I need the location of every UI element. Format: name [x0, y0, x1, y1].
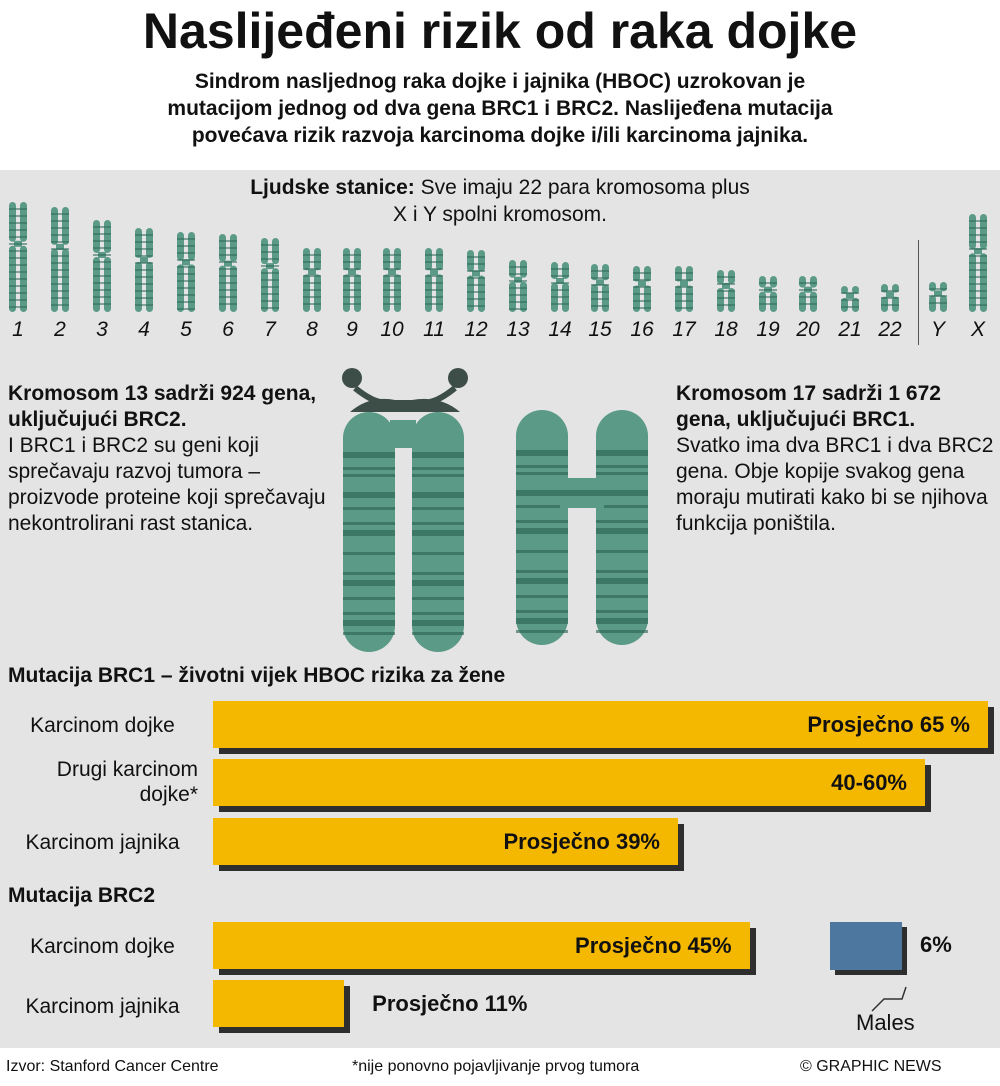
karyotype-label: 1: [12, 318, 24, 341]
chromosome-13: [509, 260, 527, 312]
footer-note: *nije ponovno pojavljivanje prvog tumora: [352, 1058, 640, 1075]
karyotype-label: 11: [423, 318, 445, 341]
risk-bar-value-label: Prosječno 45%: [575, 933, 732, 958]
chromosome-5: [177, 232, 195, 312]
karyotype-label: 17: [672, 318, 696, 341]
chromosome-17: [675, 266, 693, 312]
males-bar: [830, 922, 902, 970]
chromosome-12: [467, 250, 485, 312]
karyotype-label: 5: [180, 318, 192, 341]
chromosome-1: [9, 202, 27, 312]
chromosome-7: [261, 238, 279, 312]
risk-bar-category: Karcinom dojke: [30, 714, 175, 737]
risk-bar: [213, 759, 925, 806]
left-panel-heading: Kromosom 13 sadrži 924 gena, uključujući BRC2.: [8, 382, 317, 431]
risk-bar-category: Karcinom dojke: [30, 935, 175, 958]
risk-bar: [213, 980, 344, 1027]
chromosome-13-large: [342, 368, 468, 652]
risk-bar-category: Karcinom jajnika: [25, 831, 180, 854]
chromosome-8: [303, 248, 321, 312]
chromosome-11: [425, 248, 443, 312]
risk-bar-category: Karcinom jajnika: [25, 995, 180, 1018]
xy-separator: [918, 240, 919, 345]
subtitle: Sindrom naslјednog raka dojke i jajnika (HBOC) uzrokovan je mutacijom jednog od dva gena BRC1 i BRC2. Naslijeđena mutacija povećava rizik razvoja karcinoma dojke i/ili karcinoma jajnika.: [167, 70, 833, 147]
footer-credit: © GRAPHIC NEWS: [800, 1058, 942, 1075]
chromosome-Y: [929, 282, 947, 312]
chromosome-6: [219, 234, 237, 312]
karyotype-label: 8: [306, 318, 318, 341]
chromosome-20: [799, 276, 817, 312]
risk-bar-value-label: Prosječno 11%: [372, 991, 528, 1016]
chromosome-17-large: [516, 410, 648, 645]
risk-bar-value-label: 40-60%: [831, 770, 907, 795]
risk-bar-value-label: Prosječno 39%: [503, 829, 660, 854]
karyotype-label: 3: [96, 318, 108, 341]
karyotype-heading-bold: Ljudske stanice:: [250, 176, 415, 199]
karyotype-label: 13: [506, 318, 530, 341]
karyotype-label: 21: [838, 318, 862, 341]
chromosome-3: [93, 220, 111, 312]
chromosome-2: [51, 207, 69, 312]
karyotype-label: 4: [138, 318, 150, 341]
chromosome-4: [135, 228, 153, 312]
right-panel-heading: Kromosom 17 sadrži 1 672 gena, uključujući BRC1.: [676, 382, 941, 431]
karyotype-label: 14: [548, 318, 572, 341]
footer-source: Izvor: Stanford Cancer Centre: [6, 1058, 219, 1075]
chromosome-16: [633, 266, 651, 312]
chromosome-19: [759, 276, 777, 312]
risk-bar-category: Drugi karcinom dojke*: [56, 758, 198, 806]
chromosome-21: [841, 286, 859, 312]
karyotype-label: 19: [756, 318, 780, 341]
chromosome-9: [343, 248, 361, 312]
page-title: Naslijeđeni rizik od raka dojke: [142, 3, 858, 59]
karyotype-label: 18: [714, 318, 738, 341]
karyotype-label: 2: [54, 318, 66, 341]
brc2-section-title: Mutacija BRC2: [8, 884, 156, 907]
risk-bar-value-label: Prosječno 65 %: [807, 712, 970, 737]
right-panel: [676, 381, 996, 537]
karyotype-label: 15: [588, 318, 612, 341]
males-callout-line: [870, 985, 910, 1013]
right-panel-body: Svatko ima dva BRC1 i dva BRC2 gena. Obje kopije svakog gena moraju mutirati kako bi se njihova funkcija poništila.: [676, 434, 994, 535]
karyotype-label: 16: [630, 318, 654, 341]
karyotype-label: 9: [346, 318, 358, 341]
karyotype-label: X: [970, 318, 985, 341]
karyotype-label: 10: [380, 318, 404, 341]
chromosome-14: [551, 262, 569, 312]
karyotype-heading-line2: X i Y spolni kromosom.: [393, 203, 607, 226]
left-panel-body: I BRC1 i BRC2 su geni koji sprečavaju razvoj tumora – proizvode proteine koji sprečavaju nekontrolirani rast stanica.: [8, 434, 326, 535]
karyotype-label: Y: [930, 318, 945, 341]
chromosome-22: [881, 284, 899, 312]
males-value-label: 6%: [920, 932, 952, 957]
karyotype-label: 6: [222, 318, 234, 341]
males-label: Males: [856, 1010, 915, 1035]
brc1-section-title: Mutacija BRC1 – životni vijek HBOC rizika za žene: [8, 664, 506, 687]
chromosome-15: [591, 264, 609, 312]
left-panel: [8, 381, 348, 537]
karyotype-label: 22: [878, 318, 902, 341]
chromosome-18: [717, 270, 735, 312]
chromosome-10: [383, 248, 401, 312]
karyotype-label: 7: [264, 318, 276, 341]
karyotype-label: 20: [796, 318, 820, 341]
karyotype-heading-text: Sve imaju 22 para kromosoma plus: [414, 176, 750, 199]
karyotype-label: 12: [464, 318, 488, 341]
chromosome-X: [969, 214, 987, 312]
